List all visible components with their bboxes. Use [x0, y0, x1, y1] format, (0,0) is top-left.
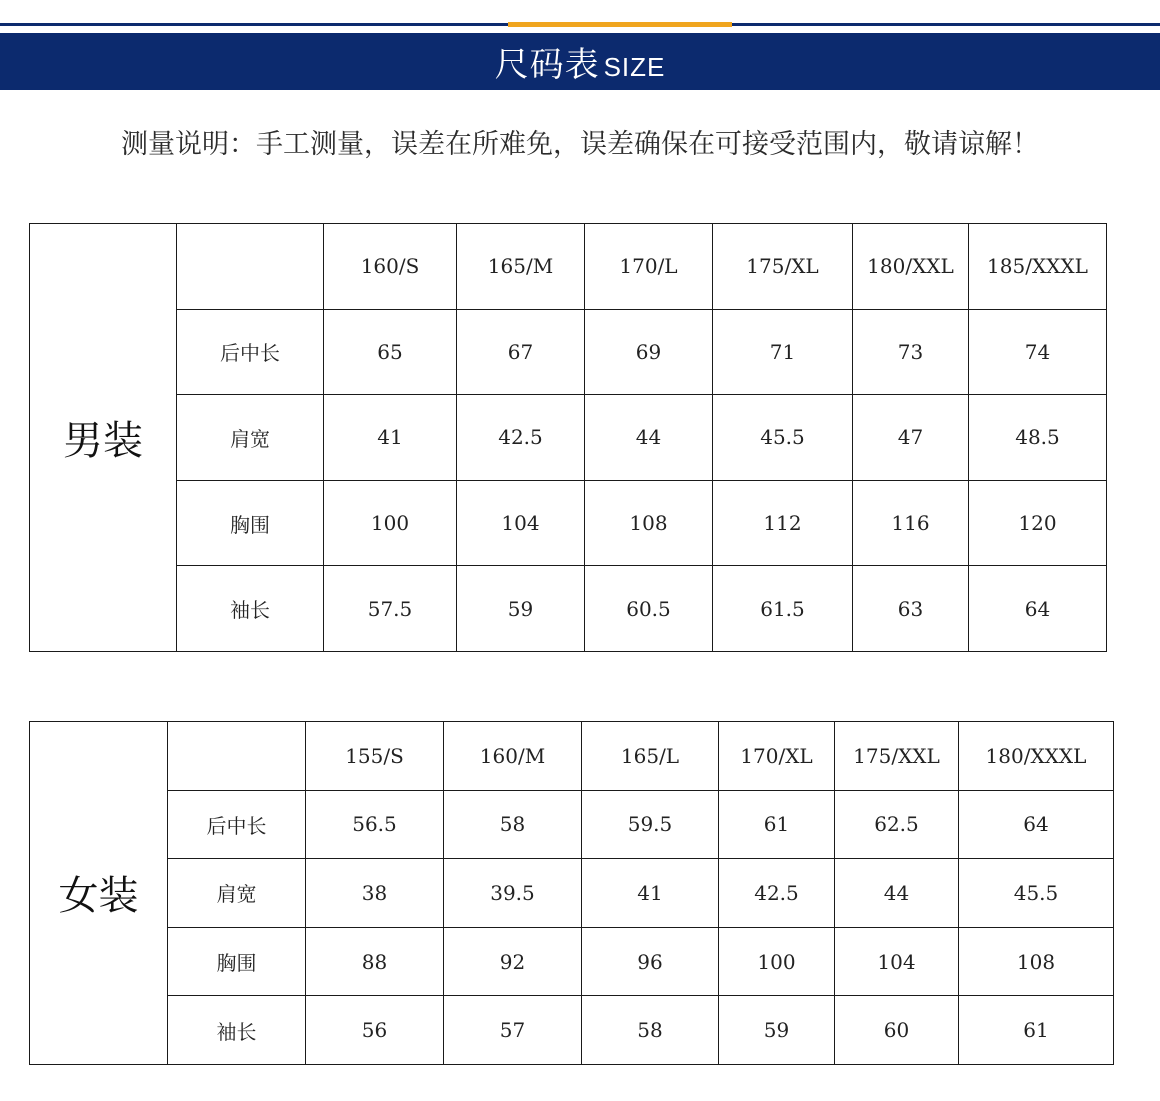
- table-cell: 41: [324, 395, 457, 481]
- table-cell: 108: [585, 480, 713, 566]
- table-cell: 100: [324, 480, 457, 566]
- table-cell: 64: [959, 790, 1114, 859]
- table-cell: 104: [835, 927, 959, 996]
- measure-label: 袖长: [177, 566, 324, 652]
- table-cell: 57: [444, 996, 582, 1065]
- table-cell: 61: [719, 790, 835, 859]
- table-cell: 108: [959, 927, 1114, 996]
- table-cell: 61.5: [713, 566, 853, 652]
- table-row: [30, 395, 1107, 481]
- group-label-women: 女装: [30, 722, 168, 1065]
- table-cell: 69: [585, 309, 713, 395]
- size-header: 180/XXL: [853, 224, 969, 310]
- table-cell: 92: [444, 927, 582, 996]
- table-cell: 60.5: [585, 566, 713, 652]
- table-cell: 96: [582, 927, 719, 996]
- header-corner-cell: [177, 224, 324, 310]
- measure-label: 后中长: [168, 790, 306, 859]
- table-cell: 39.5: [444, 859, 582, 928]
- women-size-table: [29, 721, 1114, 1065]
- table-header-row: [30, 722, 1114, 791]
- header-corner-cell: [168, 722, 306, 791]
- table-cell: 42.5: [457, 395, 585, 481]
- table-row: [30, 790, 1114, 859]
- table-cell: 88: [306, 927, 444, 996]
- table-row: [30, 996, 1114, 1065]
- measurement-note: 测量说明：手工测量，误差在所难免，误差确保在可接受范围内，敬请谅解！: [121, 129, 1039, 160]
- table-row: [30, 309, 1107, 395]
- table-cell: 58: [582, 996, 719, 1065]
- size-header: 175/XL: [713, 224, 853, 310]
- table-cell: 100: [719, 927, 835, 996]
- group-label-men: 男装: [30, 224, 177, 652]
- size-header: 160/M: [444, 722, 582, 791]
- table-cell: 116: [853, 480, 969, 566]
- table-header-row: [30, 224, 1107, 310]
- size-header: 160/S: [324, 224, 457, 310]
- size-header: 170/L: [585, 224, 713, 310]
- measure-label: 肩宽: [168, 859, 306, 928]
- table-cell: 58: [444, 790, 582, 859]
- table-row: [30, 566, 1107, 652]
- size-header: 170/XL: [719, 722, 835, 791]
- table-cell: 48.5: [969, 395, 1107, 481]
- top-accent-bar: [508, 22, 732, 27]
- table-cell: 67: [457, 309, 585, 395]
- measure-label: 胸围: [177, 480, 324, 566]
- size-header: 165/L: [582, 722, 719, 791]
- table-row: [30, 859, 1114, 928]
- measure-label: 后中长: [177, 309, 324, 395]
- table-cell: 42.5: [719, 859, 835, 928]
- table-cell: 60: [835, 996, 959, 1065]
- table-cell: 44: [835, 859, 959, 928]
- table-cell: 59.5: [582, 790, 719, 859]
- size-header: 155/S: [306, 722, 444, 791]
- page-title: [495, 37, 666, 86]
- table-cell: 45.5: [959, 859, 1114, 928]
- size-header: 185/XXXL: [969, 224, 1107, 310]
- table-cell: 61: [959, 996, 1114, 1065]
- table-row: [30, 480, 1107, 566]
- table-cell: 59: [457, 566, 585, 652]
- measure-label: 胸围: [168, 927, 306, 996]
- table-cell: 65: [324, 309, 457, 395]
- size-header: 165/M: [457, 224, 585, 310]
- table-cell: 44: [585, 395, 713, 481]
- table-cell: 57.5: [324, 566, 457, 652]
- table-cell: 120: [969, 480, 1107, 566]
- measure-label: 肩宽: [177, 395, 324, 481]
- table-row: [30, 927, 1114, 996]
- page-title-cn: 尺码表: [494, 45, 600, 85]
- table-cell: 64: [969, 566, 1107, 652]
- table-cell: 41: [582, 859, 719, 928]
- table-cell: 71: [713, 309, 853, 395]
- table-cell: 47: [853, 395, 969, 481]
- table-cell: 62.5: [835, 790, 959, 859]
- table-cell: 56.5: [306, 790, 444, 859]
- size-header: 175/XXL: [835, 722, 959, 791]
- table-cell: 73: [853, 309, 969, 395]
- table-cell: 59: [719, 996, 835, 1065]
- table-cell: 56: [306, 996, 444, 1065]
- page-title-en: SIZE: [603, 52, 666, 82]
- men-size-table: [29, 223, 1107, 652]
- table-cell: 45.5: [713, 395, 853, 481]
- title-banner: [0, 33, 1160, 90]
- table-cell: 38: [306, 859, 444, 928]
- measure-label: 袖长: [168, 996, 306, 1065]
- size-header: 180/XXXL: [959, 722, 1114, 791]
- table-cell: 63: [853, 566, 969, 652]
- table-cell: 112: [713, 480, 853, 566]
- table-cell: 74: [969, 309, 1107, 395]
- table-cell: 104: [457, 480, 585, 566]
